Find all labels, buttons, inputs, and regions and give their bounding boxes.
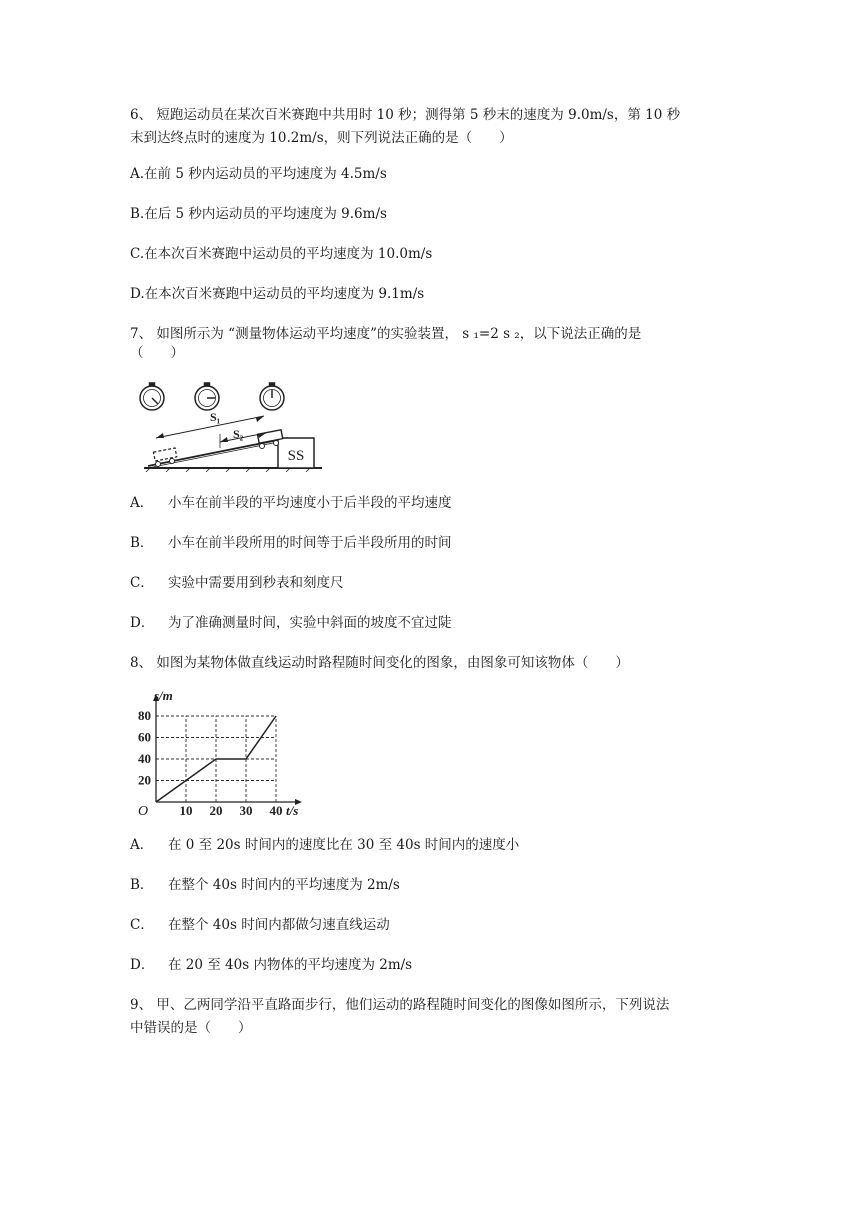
option-letter: B． bbox=[130, 877, 154, 893]
option-letter: D． bbox=[130, 615, 155, 631]
q9-stem-line1: 9、 甲、乙两同学沿平直路面步行，他们运动的路程随时间变化的图像如图所示，下列说法 bbox=[130, 997, 670, 1013]
s1-label: S₁ bbox=[210, 410, 221, 424]
q6-option-a: A.在前 5 秒内运动员的平均速度为 4.5m/s bbox=[130, 166, 387, 182]
q6-stem-line2: 末到达终点时的速度为 10.2m/s，则下列说法正确的是（ ） bbox=[130, 130, 513, 146]
option-text: 在 20 至 40s 内物体的平均速度为 2m/s bbox=[168, 957, 413, 973]
y-tick-label: 60 bbox=[138, 729, 151, 745]
q7-option-b bbox=[130, 534, 452, 552]
q7-option-d bbox=[130, 614, 452, 632]
option-letter: A． bbox=[130, 495, 154, 511]
q8-option-a bbox=[130, 836, 519, 854]
y-tick-label: 20 bbox=[138, 772, 151, 788]
x-tick-label: 40 bbox=[269, 803, 283, 818]
option-letter: C． bbox=[130, 917, 154, 933]
s2-label: S₂ bbox=[233, 427, 244, 441]
q6-option-c: C.在本次百米赛跑中运动员的平均速度为 10.0m/s bbox=[130, 246, 433, 262]
q9-stem-line2: 中错误的是（ ） bbox=[130, 1020, 252, 1036]
option-letter: D． bbox=[130, 957, 155, 973]
stopwatch-icon bbox=[260, 383, 284, 410]
option-text: 小车在前半段所用的时间等于后半段所用的时间 bbox=[168, 535, 452, 551]
q6-option-b: B.在后 5 秒内运动员的平均速度为 9.6m/s bbox=[130, 206, 387, 222]
q7-option-a bbox=[130, 494, 452, 512]
option-letter: B． bbox=[130, 535, 154, 551]
q6-stem-line1: 6、 短跑运动员在某次百米赛跑中共用时 10 秒；测得第 5 秒末的速度为 9.0m/s，第 10 秒 bbox=[130, 107, 681, 123]
q8-option-d bbox=[130, 956, 412, 974]
y-axis-label: s/m bbox=[154, 688, 173, 703]
stopwatch-icon bbox=[140, 383, 164, 410]
option-text: 在 0 至 20s 时间内的速度比在 30 至 40s 时间内的速度小 bbox=[168, 837, 520, 853]
x-tick-label: 10 bbox=[179, 803, 193, 818]
q8-option-b bbox=[130, 876, 400, 894]
option-letter: C． bbox=[130, 575, 154, 591]
option-letter: A． bbox=[130, 837, 154, 853]
option-text: 实验中需要用到秒表和刻度尺 bbox=[168, 575, 344, 591]
option-text: 为了准确测量时间，实验中斜面的坡度不宜过陡 bbox=[168, 615, 452, 631]
x-tick-label: 30 bbox=[239, 803, 253, 818]
option-text: 在整个 40s 时间内的平均速度为 2m/s bbox=[168, 877, 400, 893]
cart-start bbox=[153, 448, 176, 467]
x-axis-label: t/s bbox=[286, 803, 299, 818]
q8-distance-time-chart bbox=[126, 684, 310, 820]
q6-option-d: D.在本次百米赛跑中运动员的平均速度为 9.1m/s bbox=[130, 286, 425, 302]
y-tick-label: 80 bbox=[138, 708, 151, 723]
q7-incline-figure bbox=[130, 376, 326, 472]
q7-option-c bbox=[130, 574, 344, 592]
option-text: 小车在前半段的平均速度小于后半段的平均速度 bbox=[168, 495, 452, 511]
origin-label: O bbox=[138, 804, 149, 819]
x-tick-label: 20 bbox=[209, 803, 223, 818]
stopwatch-icon bbox=[195, 383, 219, 410]
q8-stem-line1: 8、 如图为某物体做直线运动时路程随时间变化的图象，由图象可知该物体（ ） bbox=[130, 655, 629, 671]
option-text: 在整个 40s 时间内都做匀速直线运动 bbox=[168, 917, 390, 933]
q7-stem-line1: 7、 如图所示为 “测量物体运动平均速度”的实验装置， s ₁=2 s ₂，以下说法正确的是 bbox=[130, 326, 642, 342]
q7-stem-line2: （ ） bbox=[130, 345, 184, 361]
q8-option-c bbox=[130, 916, 390, 934]
y-tick-label: 40 bbox=[138, 751, 151, 766]
block-label: SS bbox=[287, 448, 305, 464]
